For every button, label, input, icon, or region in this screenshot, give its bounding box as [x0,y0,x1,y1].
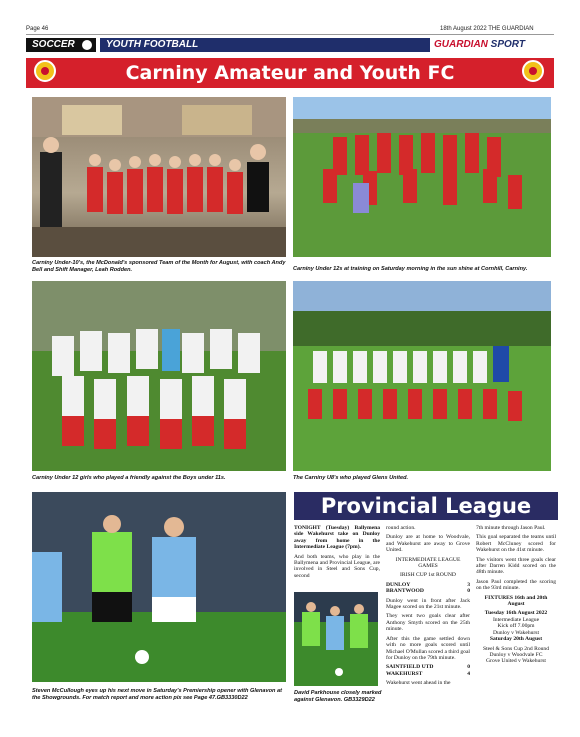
fixture-line: Dunloy v Woodvale FC [489,651,543,658]
page-title: Carniny Amateur and Youth FC [26,58,554,88]
ball-icon [82,40,92,50]
article-para: round action. [386,525,416,531]
soccer-label: SOCCER [26,38,96,52]
caption-under12-girls: Carniny Under 12 girls who played a friendly against the Boys under 11s. [32,475,226,481]
header-rule [26,34,554,35]
score-line: BRANTWOOD 0 [386,588,470,595]
article-para: They went two goals clear after Anthony Smyth scored on the 25th minute. [386,613,470,633]
caption-under12: Carniny Under 12s at training on Saturday morning in the sun shine at Cornhill, Carniny. [293,266,528,272]
photo-under12 [293,97,551,257]
provincial-league-title: Provincial League [294,492,558,520]
article-para: Jason Paul completed the scoring on the 93rd minute. [476,578,556,592]
caption-parkhouse: David Parkhouse closely marked against Glenavon. GB3329D22 [294,690,382,703]
article-col-1 [294,525,380,582]
photo-under12-art [293,97,551,257]
photo-under10-art [32,97,286,257]
fixture-line: Kick off 7.00pm [497,623,535,630]
photo-under12-girls [32,281,286,471]
photo-match-action-art [32,492,286,682]
fixture-line: Grove United v Wakehurst [486,658,546,665]
article-para: Dunloy went in front after Jack Magee scored on the 21st minute. [386,597,470,611]
caption-under10: Carniny Under-10's, the McDonald's sponsored Team of the Month for August, with coach Andy Bell and Shift Manager, Leah Rodden. [32,260,286,273]
score-line: SAINTFIELD UTD 0 [386,664,470,671]
article-para: After this the game settled down with no more goals scored until Michael O'Mullan scored a third goal for Dunloy on the 79th minute. [386,635,470,661]
fixtures-heading: FIXTURES 16th and 20th August [484,594,548,608]
article-para: And both teams, who play in the Ballymena and Provincial League, are involved in Steel and Sons Cup, second [294,553,380,579]
photo-under10 [32,97,286,257]
photo-under12-girls-art [32,281,286,471]
article-subhead: INTERMEDIATE LEAGUE GAMES [395,556,461,570]
article-para: The visitors went three goals clear after Darren Kidd scored on the 48th minute. [476,556,556,576]
club-crest-icon [522,60,544,82]
article-subhead: IRISH CUP 1st ROUND [400,572,456,579]
article-para: Wakehurst went ahead in the [386,680,451,687]
article-col-3 [476,525,556,665]
score-line: DUNLOY 3 [386,581,470,588]
score-line: WAKEHURST 4 [386,670,470,677]
photo-under8-art [293,281,551,471]
section-bar: YOUTH FOOTBALL [100,38,430,52]
fixture-line: Dunloy v Wakehurst [492,629,540,636]
photo-parkhouse-art [294,592,378,686]
page-number: Page 46 [26,26,49,32]
photo-parkhouse [294,592,378,686]
fixtures-date: Tuesday 16th August 2022 [484,610,548,617]
caption-match-action: Steven McCullough eyes up his next move in Saturday's Premiership opener with Glenavon at the Showgrounds. For match report and more action pix see Page 47.GB3330D22 [32,688,283,701]
fixture-line: Intermediate League [492,616,540,623]
photo-match-action [32,492,286,682]
article-para: Dunloy are at home to Woodvale, and Wakehurst are away to Grove United. [386,534,470,554]
publication-date: 18th August 2022 THE GUARDIAN [440,26,534,32]
fixture-line: Steel & Sons Cup 2nd Round [482,645,550,652]
caption-under8: The Carniny U8's who played Glens United. [293,475,409,481]
photo-under8 [293,281,551,471]
article-para: This goal separated the teams until Robert McCluney scored for Wakehurst on the 41st minute. [476,534,556,554]
article-lead: TONIGHT (Tuesday) Ballymena side Wakehurst take on Dunloy away from home in the Intermediate League (7pm). [294,525,380,551]
fixtures-date: Saturday 20th August [489,636,543,643]
club-crest-icon [34,60,56,82]
article-col-2 [386,525,470,690]
brand-label: GUARDIAN SPORT [434,39,525,50]
article-para: 7th minute through Jason Paul. [476,525,546,531]
